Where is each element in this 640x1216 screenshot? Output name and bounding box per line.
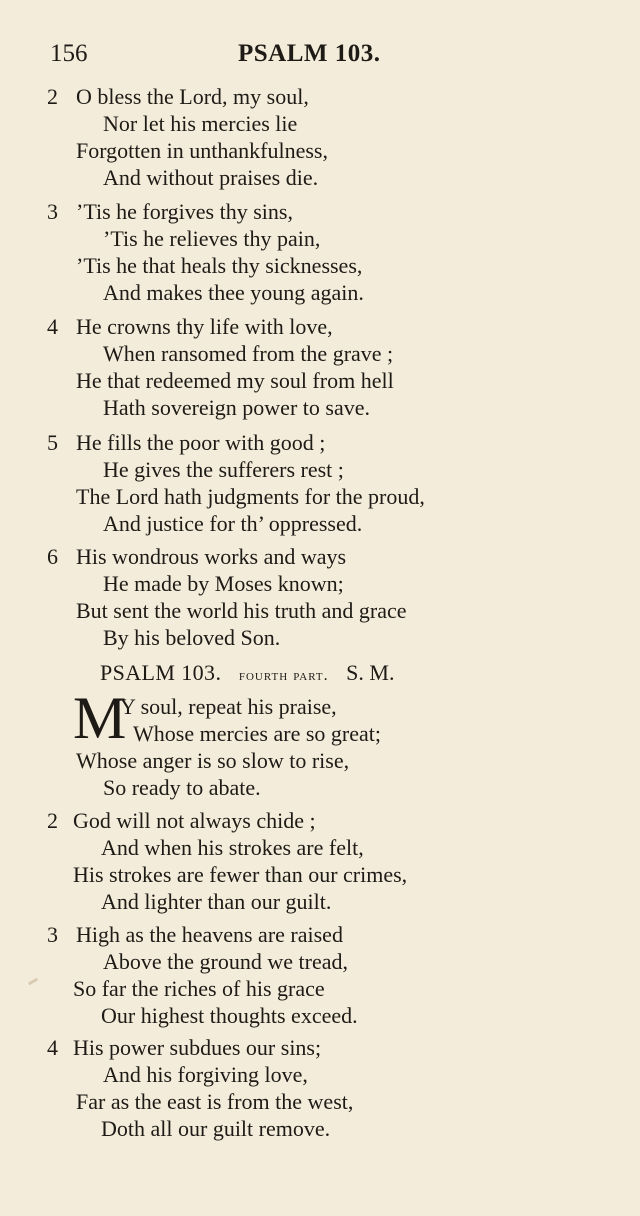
verse-line: His strokes are fewer than our crimes,	[73, 862, 408, 887]
verse-line: Whose anger is so slow to rise,	[76, 748, 350, 773]
verse-line: But sent the world his truth and grace	[76, 598, 407, 623]
paper-blemish	[28, 978, 38, 986]
verse-line: And makes thee young again.	[103, 280, 364, 305]
stanza-number: 4	[47, 314, 58, 339]
verse-line: And lighter than our guilt.	[101, 889, 332, 914]
verse-line: By his beloved Son.	[103, 625, 281, 650]
stanza-number: 2	[47, 84, 58, 109]
verse-line: And justice for th’ oppressed.	[103, 511, 363, 536]
stanza-number: 2	[47, 808, 58, 833]
stanza-number: 5	[47, 430, 58, 455]
verse-line: O bless the Lord, my soul,	[76, 84, 309, 109]
page-number: 156	[50, 40, 88, 67]
verse-line: Y soul, repeat his praise,	[120, 694, 337, 719]
verse-line: His wondrous works and ways	[76, 544, 347, 569]
verse-line: He that redeemed my soul from hell	[76, 368, 394, 393]
stanza-number: 3	[47, 199, 58, 224]
verse-line: He crowns thy life with love,	[76, 314, 333, 339]
drop-cap: M	[73, 685, 127, 751]
page-header	[50, 40, 590, 74]
stanza-number: 6	[47, 544, 58, 569]
verse-line: Far as the east is from the west,	[76, 1089, 354, 1114]
section-title: PSALM 103.	[100, 660, 222, 685]
verse-line: And when his strokes are felt,	[101, 835, 364, 860]
verse-line: When ransomed from the grave ;	[103, 341, 394, 366]
verse-line: And his forgiving love,	[103, 1062, 308, 1087]
verse-line: The Lord hath judgments for the proud,	[76, 484, 425, 509]
verse-line: ’Tis he forgives thy sins,	[76, 199, 293, 224]
verse-line: Our highest thoughts exceed.	[101, 1003, 358, 1028]
verse-line: He fills the poor with good ;	[76, 430, 326, 455]
stanza-number: 4	[47, 1035, 58, 1060]
verse-line: Whose mercies are so great;	[133, 721, 381, 746]
verse-line: ’Tis he relieves thy pain,	[103, 226, 321, 251]
verse-line: So far the riches of his grace	[73, 976, 325, 1001]
verse-line: Forgotten in unthankfulness,	[76, 138, 328, 163]
verse-line: So ready to abate.	[103, 775, 261, 800]
verse-line: ’Tis he that heals thy sicknesses,	[76, 253, 363, 278]
verse-line: And without praises die.	[103, 165, 319, 190]
verse-line: His power subdues our sins;	[73, 1035, 322, 1060]
section-heading	[100, 660, 394, 686]
section-meter: S. M.	[346, 660, 395, 685]
verse-line: God will not always chide ;	[73, 808, 316, 833]
section-part: fourth part.	[238, 667, 329, 684]
stanza-number: 3	[47, 922, 58, 947]
verse-line: High as the heavens are raised	[76, 922, 343, 947]
verse-line: Nor let his mercies lie	[103, 111, 298, 136]
running-title: PSALM 103.	[238, 40, 381, 67]
verse-line: He made by Moses known;	[103, 571, 344, 596]
verse-line: Above the ground we tread,	[103, 949, 348, 974]
verse-line: He gives the sufferers rest ;	[103, 457, 344, 482]
verse-line: Doth all our guilt remove.	[101, 1116, 331, 1141]
verse-line: Hath sovereign power to save.	[103, 395, 370, 420]
